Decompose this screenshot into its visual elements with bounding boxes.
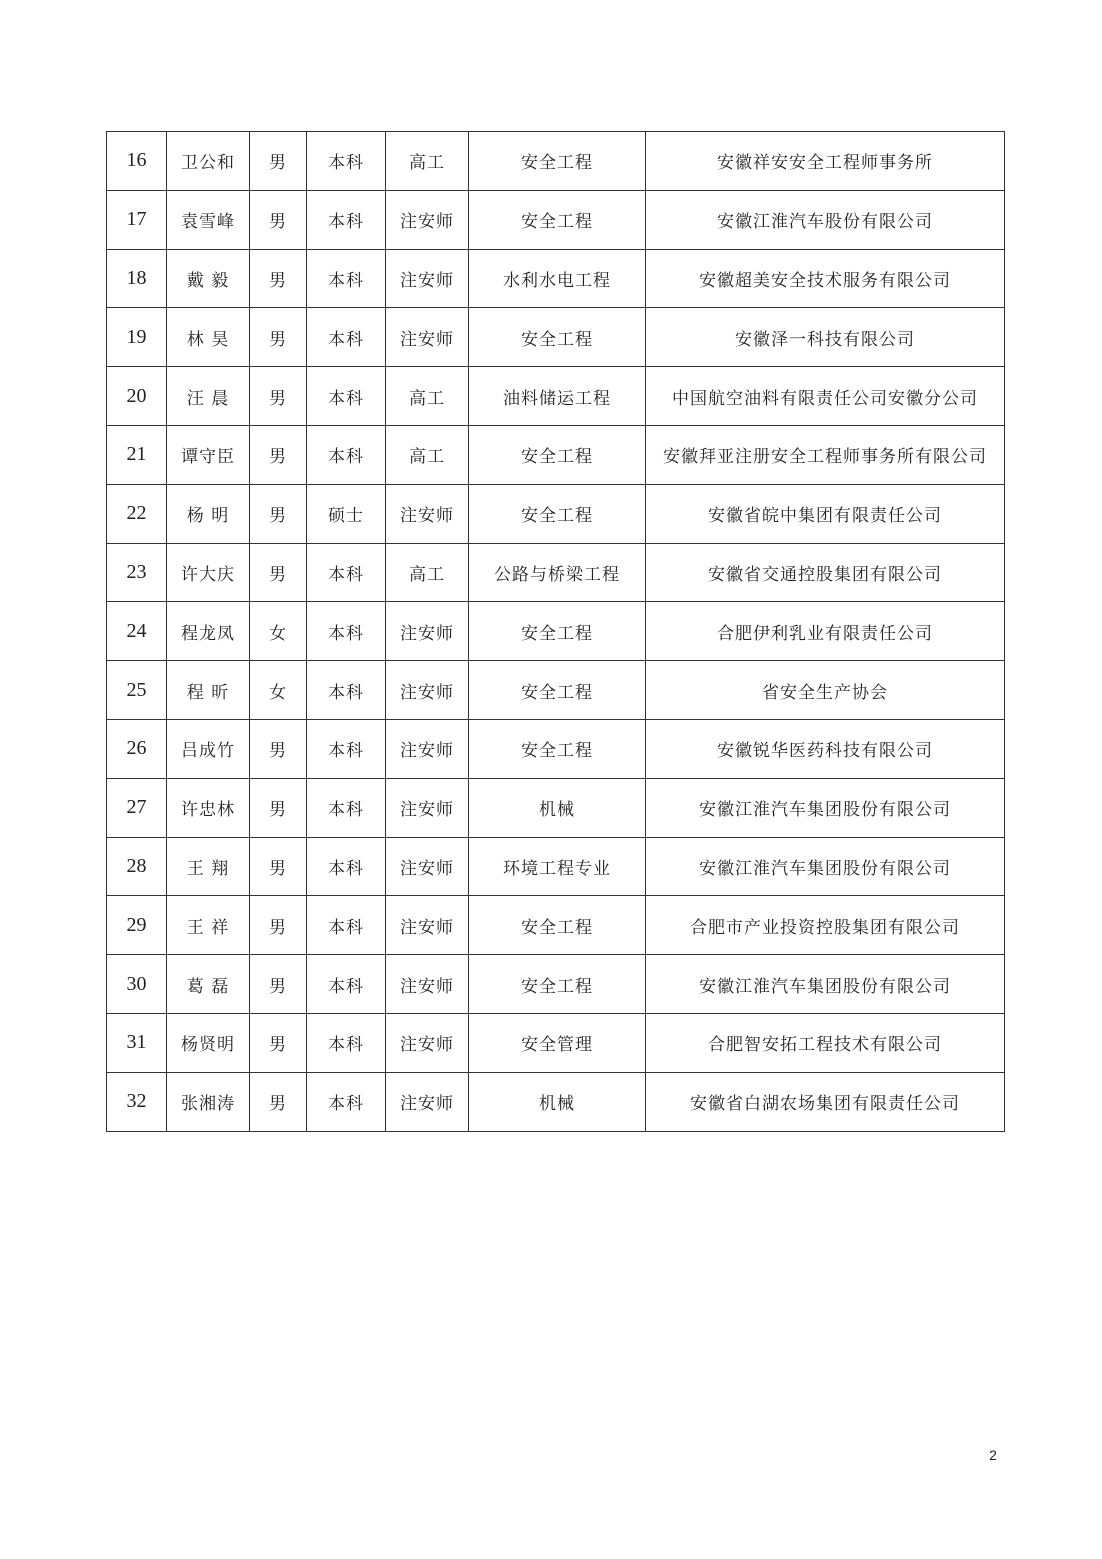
name-cell: 许忠林 [167,778,250,837]
title-cell: 注安师 [386,602,469,661]
education-cell: 本科 [307,778,386,837]
major-cell: 安全工程 [469,484,646,543]
table-row [107,602,1005,661]
serial-number-cell: 22 [107,484,167,543]
name-cell: 汪 晨 [167,367,250,426]
major-cell: 环境工程专业 [469,837,646,896]
unit-cell: 安徽江淮汽车集团股份有限公司 [646,837,1005,896]
major-cell: 安全工程 [469,602,646,661]
unit-cell: 安徽江淮汽车集团股份有限公司 [646,955,1005,1014]
unit-cell: 合肥智安拓工程技术有限公司 [646,1013,1005,1072]
roster-body [107,132,1005,1132]
education-cell: 本科 [307,1072,386,1131]
title-cell: 注安师 [386,719,469,778]
serial-number-cell: 25 [107,661,167,720]
name-cell: 程龙凤 [167,602,250,661]
gender-cell: 男 [250,132,307,191]
name-cell: 谭守臣 [167,425,250,484]
unit-cell: 安徽泽一科技有限公司 [646,308,1005,367]
unit-cell: 安徽超美安全技术服务有限公司 [646,249,1005,308]
table-row [107,1072,1005,1131]
unit-cell: 中国航空油料有限责任公司安徽分公司 [646,367,1005,426]
name-cell: 林 昊 [167,308,250,367]
education-cell: 本科 [307,661,386,720]
name-cell: 戴 毅 [167,249,250,308]
unit-cell: 安徽省白湖农场集团有限责任公司 [646,1072,1005,1131]
major-cell: 安全工程 [469,425,646,484]
title-cell: 高工 [386,425,469,484]
title-cell: 注安师 [386,1013,469,1072]
unit-cell: 安徽祥安安全工程师事务所 [646,132,1005,191]
education-cell: 本科 [307,543,386,602]
serial-number-cell: 32 [107,1072,167,1131]
title-cell: 注安师 [386,661,469,720]
serial-number-cell: 18 [107,249,167,308]
table-row [107,132,1005,191]
major-cell: 安全工程 [469,190,646,249]
education-cell: 本科 [307,367,386,426]
table-row [107,190,1005,249]
major-cell: 机械 [469,778,646,837]
title-cell: 注安师 [386,1072,469,1131]
major-cell: 公路与桥梁工程 [469,543,646,602]
serial-number-cell: 19 [107,308,167,367]
gender-cell: 男 [250,1072,307,1131]
gender-cell: 男 [250,308,307,367]
name-cell: 杨 明 [167,484,250,543]
gender-cell: 男 [250,719,307,778]
gender-cell: 男 [250,484,307,543]
serial-number-cell: 23 [107,543,167,602]
education-cell: 本科 [307,249,386,308]
title-cell: 注安师 [386,484,469,543]
gender-cell: 男 [250,1013,307,1072]
name-cell: 王 祥 [167,896,250,955]
major-cell: 安全工程 [469,661,646,720]
serial-number-cell: 16 [107,132,167,191]
major-cell: 机械 [469,1072,646,1131]
title-cell: 注安师 [386,778,469,837]
unit-cell: 安徽省皖中集团有限责任公司 [646,484,1005,543]
name-cell: 张湘涛 [167,1072,250,1131]
name-cell: 许大庆 [167,543,250,602]
gender-cell: 男 [250,543,307,602]
major-cell: 水利水电工程 [469,249,646,308]
gender-cell: 男 [250,778,307,837]
gender-cell: 男 [250,249,307,308]
gender-cell: 男 [250,955,307,1014]
serial-number-cell: 21 [107,425,167,484]
name-cell: 袁雪峰 [167,190,250,249]
education-cell: 本科 [307,425,386,484]
name-cell: 程 昕 [167,661,250,720]
gender-cell: 女 [250,661,307,720]
table-row [107,661,1005,720]
title-cell: 注安师 [386,190,469,249]
title-cell: 注安师 [386,896,469,955]
name-cell: 杨贤明 [167,1013,250,1072]
gender-cell: 男 [250,896,307,955]
table-row [107,719,1005,778]
title-cell: 注安师 [386,837,469,896]
serial-number-cell: 20 [107,367,167,426]
serial-number-cell: 30 [107,955,167,1014]
table-row [107,543,1005,602]
table-row [107,308,1005,367]
education-cell: 本科 [307,308,386,367]
education-cell: 本科 [307,132,386,191]
serial-number-cell: 28 [107,837,167,896]
education-cell: 本科 [307,602,386,661]
major-cell: 安全工程 [469,719,646,778]
page-number: 2 [989,1447,997,1463]
education-cell: 本科 [307,955,386,1014]
serial-number-cell: 27 [107,778,167,837]
name-cell: 吕成竹 [167,719,250,778]
serial-number-cell: 17 [107,190,167,249]
roster-table [106,131,1005,1132]
education-cell: 本科 [307,837,386,896]
major-cell: 安全工程 [469,308,646,367]
serial-number-cell: 31 [107,1013,167,1072]
title-cell: 注安师 [386,955,469,1014]
title-cell: 注安师 [386,249,469,308]
name-cell: 王 翔 [167,837,250,896]
unit-cell: 省安全生产协会 [646,661,1005,720]
education-cell: 本科 [307,719,386,778]
serial-number-cell: 26 [107,719,167,778]
table-row [107,484,1005,543]
gender-cell: 女 [250,602,307,661]
major-cell: 安全工程 [469,132,646,191]
unit-cell: 合肥市产业投资控股集团有限公司 [646,896,1005,955]
serial-number-cell: 29 [107,896,167,955]
education-cell: 本科 [307,190,386,249]
table-row [107,955,1005,1014]
table-row [107,1013,1005,1072]
major-cell: 安全工程 [469,896,646,955]
major-cell: 油料储运工程 [469,367,646,426]
title-cell: 高工 [386,132,469,191]
table-row [107,896,1005,955]
unit-cell: 安徽拜亚注册安全工程师事务所有限公司 [646,425,1005,484]
table-row [107,425,1005,484]
education-cell: 本科 [307,1013,386,1072]
unit-cell: 安徽省交通控股集团有限公司 [646,543,1005,602]
gender-cell: 男 [250,367,307,426]
gender-cell: 男 [250,190,307,249]
title-cell: 高工 [386,543,469,602]
unit-cell: 安徽江淮汽车股份有限公司 [646,190,1005,249]
education-cell: 硕士 [307,484,386,543]
gender-cell: 男 [250,837,307,896]
table-row [107,778,1005,837]
unit-cell: 安徽江淮汽车集团股份有限公司 [646,778,1005,837]
name-cell: 葛 磊 [167,955,250,1014]
table-row [107,837,1005,896]
title-cell: 高工 [386,367,469,426]
serial-number-cell: 24 [107,602,167,661]
major-cell: 安全工程 [469,955,646,1014]
education-cell: 本科 [307,896,386,955]
unit-cell: 安徽锐华医药科技有限公司 [646,719,1005,778]
gender-cell: 男 [250,425,307,484]
title-cell: 注安师 [386,308,469,367]
unit-cell: 合肥伊利乳业有限责任公司 [646,602,1005,661]
name-cell: 卫公和 [167,132,250,191]
table-row [107,367,1005,426]
major-cell: 安全管理 [469,1013,646,1072]
table-row [107,249,1005,308]
